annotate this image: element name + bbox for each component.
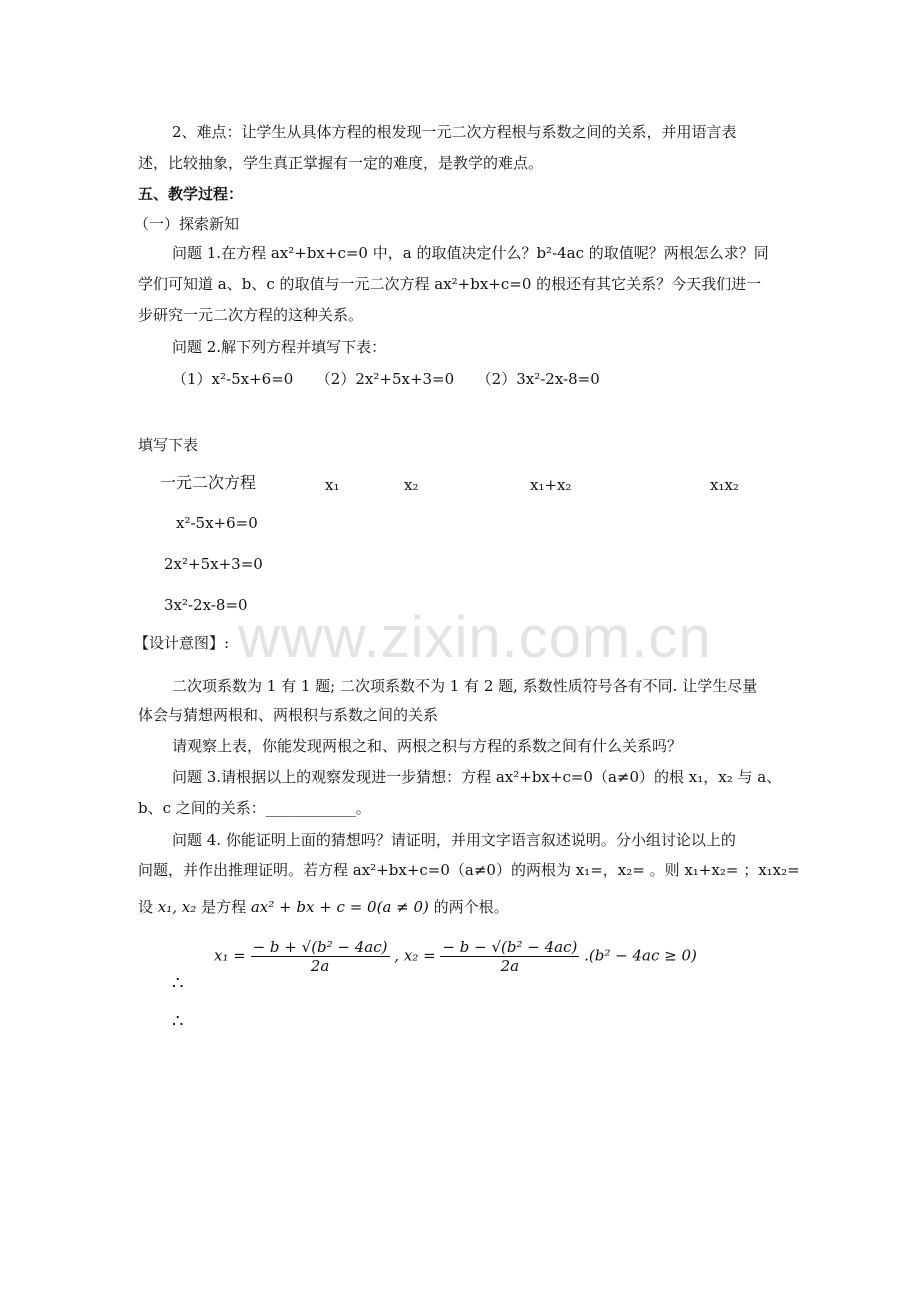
difficulty-line-2: 述，比较抽象，学生真正掌握有一定的难度，是教学的难点。 [138, 154, 544, 172]
x1-fraction [251, 938, 390, 975]
table-row: 3x²-2x-8=0 [164, 596, 248, 614]
discriminant-condition: .(b² − 4ac ≥ 0) [584, 946, 697, 965]
x2-fraction [440, 938, 579, 975]
section-heading: 五、教学过程： [138, 185, 244, 203]
header-sum: x₁+x₂ [530, 476, 572, 494]
x1-label: x₁ = [214, 946, 246, 965]
watermark: www.zixin.com.cn [238, 605, 712, 670]
table-row: 2x²+5x+3=0 [164, 555, 263, 573]
x2-denominator: 2a [500, 957, 520, 975]
question1-line-2: 学们可知道 a、b、c 的取值与一元二次方程 ax²+bx+c=0 的根还有其它关系？今天我们进一 [138, 275, 762, 293]
equations-line: （1）x²-5x+6=0 （2）2x²+5x+3=0 （2）3x²-2x-8=0 [172, 370, 600, 388]
difficulty-line-1: 2、难点：让学生从具体方程的根发现一元二次方程根与系数之间的关系，并用语言表 [172, 123, 737, 141]
quadratic-formula [214, 938, 697, 975]
question4-line-2: 问题，并作出推理证明。若方程 ax²+bx+c=0（a≠0）的两根为 x₁=，x₂= 。则 x₁+x₂= ；x₁x₂= [138, 861, 800, 879]
table-row: x²-5x+6=0 [176, 514, 258, 532]
observe-question: 请观察上表，你能发现两根之和、两根之积与方程的系数之间有什么关系吗？ [172, 737, 683, 755]
fill-table-label: 填写下表 [138, 436, 199, 454]
x2-numerator: − b − √(b² − 4ac) [442, 938, 578, 956]
question3-line-1: 问题 3.请根据以上的观察发现进一步猜想：方程 ax²+bx+c=0（a≠0）的根 x₁，x₂ 与 a、 [172, 768, 782, 786]
x1-numerator: − b + √(b² − 4ac) [252, 938, 388, 956]
is-equation-text: 是方程 [201, 898, 247, 916]
roots-vars: x₁, x₂ [157, 898, 197, 916]
question3-line-2: b、c 之间的关系：____________。 [138, 799, 371, 817]
header-product: x₁x₂ [710, 476, 739, 494]
question4-line-1: 问题 4. 你能证明上面的猜想吗？请证明，并用文字语言叙述说明。分小组讨论以上的 [172, 831, 736, 849]
header-x2: x₂ [404, 476, 419, 494]
question1-line-3: 步研究一元二次方程的这种关系。 [138, 306, 364, 324]
general-equation: ax² + bx + c = 0(a ≠ 0) [250, 898, 429, 916]
header-equation: 一元二次方程 [160, 473, 257, 492]
design-intent-title: 【设计意图】: [134, 634, 230, 652]
x2-label: , x₂ = [394, 946, 436, 965]
question4-line-3 [138, 896, 509, 918]
let-text: 设 [138, 898, 154, 916]
x1-denominator: 2a [310, 957, 330, 975]
two-roots-text: 的两个根。 [433, 898, 509, 916]
design-intent-line-2: 体会与猜想两根和、两根积与系数之间的关系 [138, 706, 439, 724]
subsection-heading: （一）探索新知 [134, 215, 240, 233]
therefore-symbol: ∴ [172, 1011, 184, 1032]
question1-line-1: 问题 1.在方程 ax²+bx+c=0 中，a 的取值决定什么？b²-4ac 的取值呢？两根怎么求？同 [172, 244, 769, 262]
therefore-symbol: ∴ [172, 973, 184, 994]
design-intent-line-1: 二次项系数为 1 有 1 题; 二次项系数不为 1 有 2 题, 系数性质符号各有不同. 让学生尽量 [172, 677, 758, 695]
header-x1: x₁ [325, 476, 340, 494]
question2: 问题 2.解下列方程并填写下表： [172, 338, 387, 356]
